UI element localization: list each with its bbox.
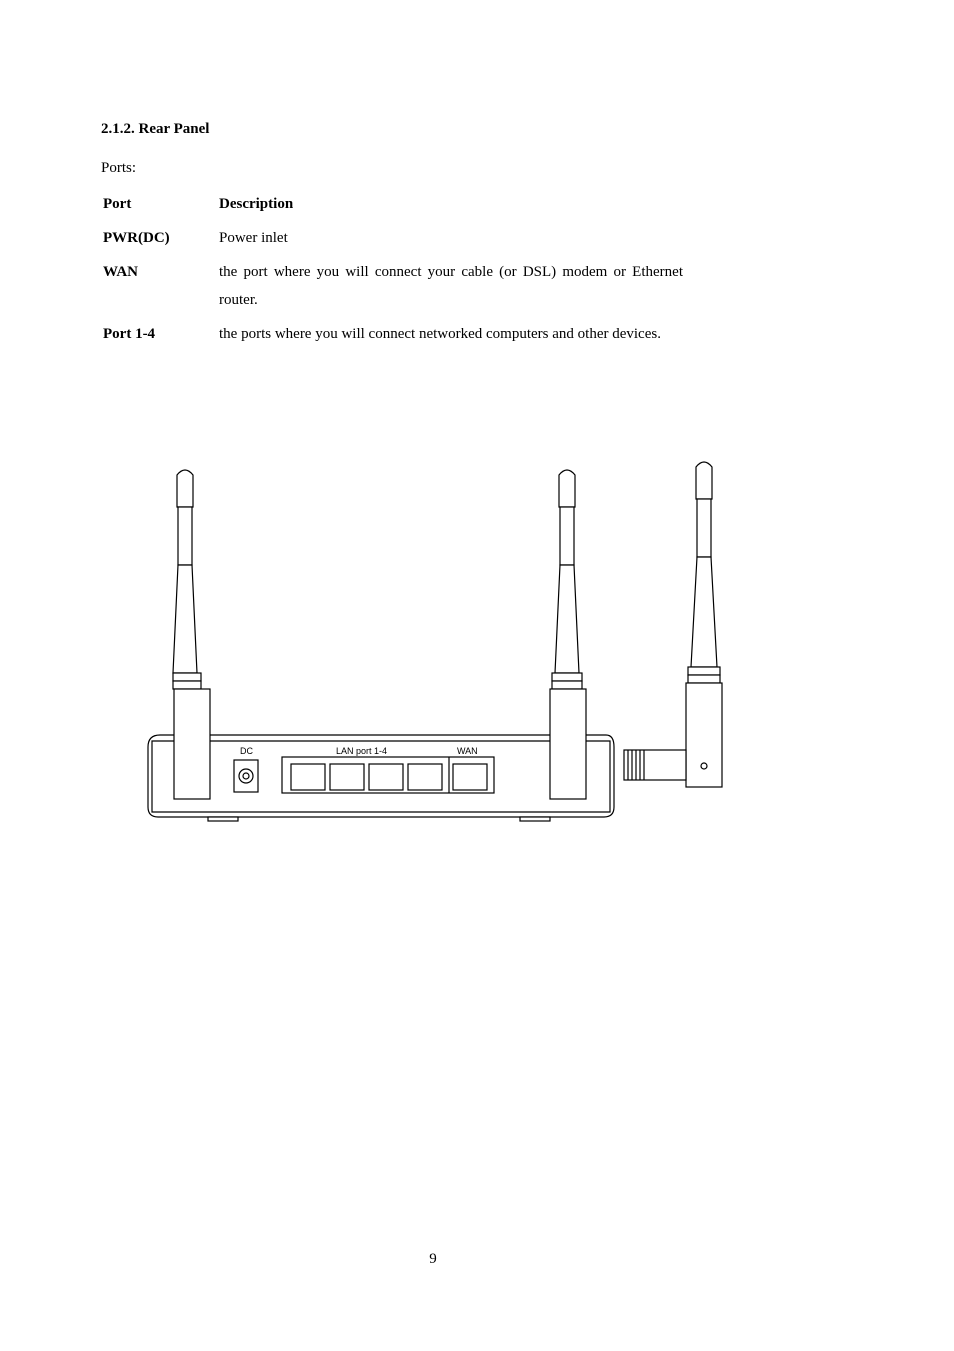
page-number: 9 [429, 1251, 437, 1267]
antenna-middle [550, 470, 586, 799]
lan-label: LAN port 1-4 [336, 746, 388, 756]
router-rear-panel-figure [140, 455, 730, 825]
port-name: PWR(DC) [103, 230, 170, 246]
dc-label: DC [240, 746, 253, 756]
lan-port [291, 764, 325, 790]
header-port: Port [103, 196, 132, 212]
antenna-right [624, 462, 722, 787]
section-title: 2.1.2. Rear Panel [101, 121, 210, 137]
ports-intro: Ports: [101, 160, 137, 176]
wan-label: WAN [457, 746, 478, 756]
wan-port [453, 764, 487, 790]
table-header-row [103, 190, 683, 224]
antenna-left [173, 470, 210, 799]
port-name: Port 1-4 [103, 326, 156, 342]
port-description: Power inlet [219, 230, 288, 246]
port-table [103, 190, 683, 354]
port-description: the ports where you will connect networked computers and other devices. [219, 326, 661, 342]
lan-port [330, 764, 364, 790]
port-description: the port where you will connect your cable (or DSL) modem or Ethernet router. [219, 264, 683, 308]
router-rear-panel-drawing [140, 455, 730, 825]
lan-port [408, 764, 442, 790]
lan-port [369, 764, 403, 790]
header-description: Description [219, 196, 294, 212]
table-row [103, 320, 683, 354]
table-row [103, 224, 683, 258]
table-row [103, 258, 683, 320]
port-name: WAN [103, 264, 139, 280]
